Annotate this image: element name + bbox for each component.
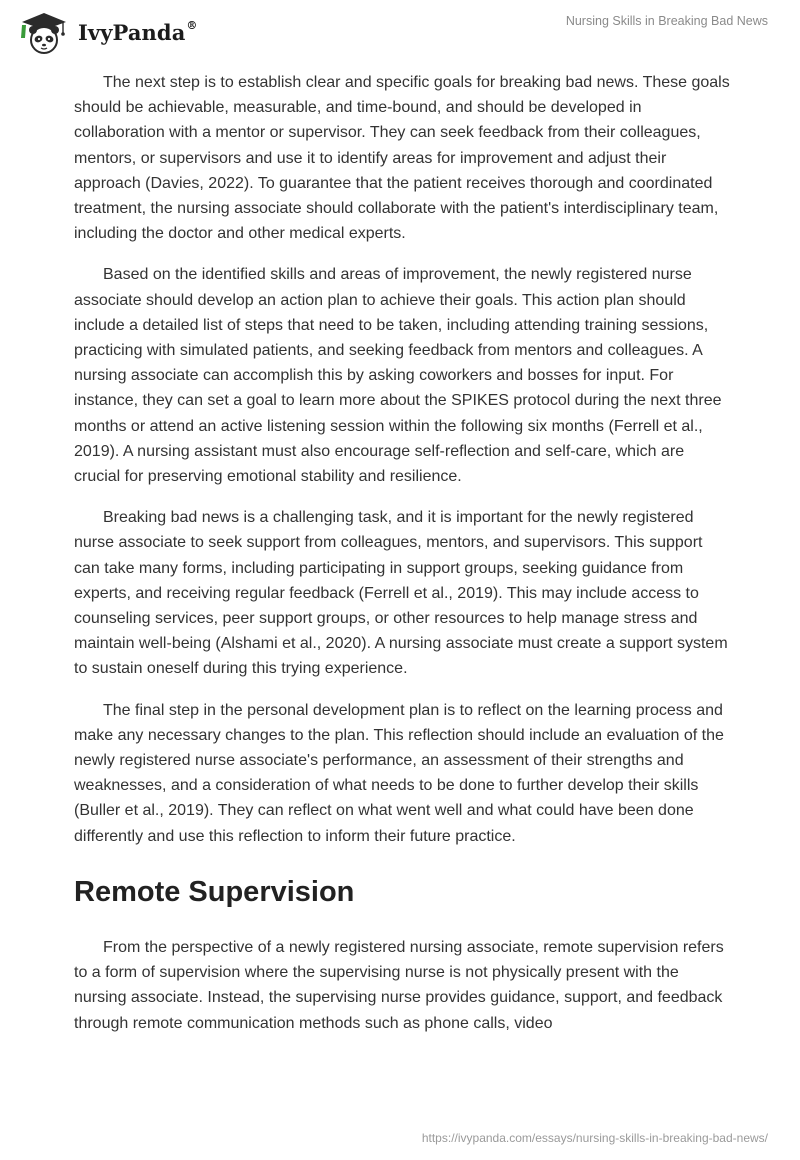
- running-title: Nursing Skills in Breaking Bad News: [565, 14, 768, 28]
- footer-url-link[interactable]: https://ivypanda.com/essays/nursing-skills-in-breaking-bad-news/: [421, 1131, 768, 1145]
- paragraph: Based on the identified skills and areas of improvement, the newly registered nurse associate should develop an action plan to achieve their goals. This action plan should include a detailed list of steps that need to be taken, including attending training sessions, practicing with simulated patients, and seeking feedback from mentors and colleagues. A nursing associate can accomplish this by asking coworkers and bosses for input. For instance, they can set a goal to learn more about the SPIKES protocol during the next three months or attend an active listening session within the following six months (Ferrell et al., 2019). A nursing assistant must also encourage self-reflection and self-care, which are crucial for preserving emotional stability and resilience.: [74, 266, 722, 486]
- panda-graduate-icon: [14, 8, 74, 56]
- page-header: [0, 0, 800, 60]
- essay-content: [74, 70, 730, 1052]
- paragraph: Breaking bad news is a challenging task, and it is important for the newly registered nurse associate to seek support from colleagues, mentors, and supervisors. This support can take many forms, including participating in support groups, seeking guidance from experts, and receiving regular feedback (Ferrell et al., 2019). This may include access to counseling services, peer support groups, or other resources to help manage stress and maintain well-being (Alshami et al., 2020). A nursing associate must create a support system to sustain oneself during this trying experience.: [74, 509, 728, 678]
- paragraph: From the perspective of a newly registered nursing associate, remote supervision refers to a form of supervision where the supervising nurse is not physically present with the nursing associate. Instead, the supervising nurse provides guidance, support, and feedback through remote communication methods such as phone calls, video: [74, 938, 724, 1032]
- section-heading: Remote Supervision: [74, 875, 355, 908]
- paragraph: The final step in the personal development plan is to reflect on the learning process and make any necessary changes to the plan. This reflection should include an evaluation of the newly registered nurse associate's performance, an assessment of their strengths and weaknesses, and a consideration of what needs to be done to further develop their skills (Buller et al., 2019). They can reflect on what went well and what could have been done differently and use this reflection to inform their future practice.: [74, 701, 724, 845]
- paragraph: The next step is to establish clear and specific goals for breaking bad news. These goals should be achievable, measurable, and time-bound, and should be developed in collaboration with a mentor or supervisor. They can seek feedback from their colleagues, mentors, or supervisors and use it to identify areas for improvement and adjust their approach (Davies, 2022). To guarantee that the patient receives thorough and coordinated treatment, the nursing associate should collaborate with the patient's interdisciplinary team, including the doctor and other medical experts.: [74, 74, 730, 243]
- brand-name: IvyPanda®: [78, 18, 198, 45]
- logo[interactable]: [14, 8, 198, 56]
